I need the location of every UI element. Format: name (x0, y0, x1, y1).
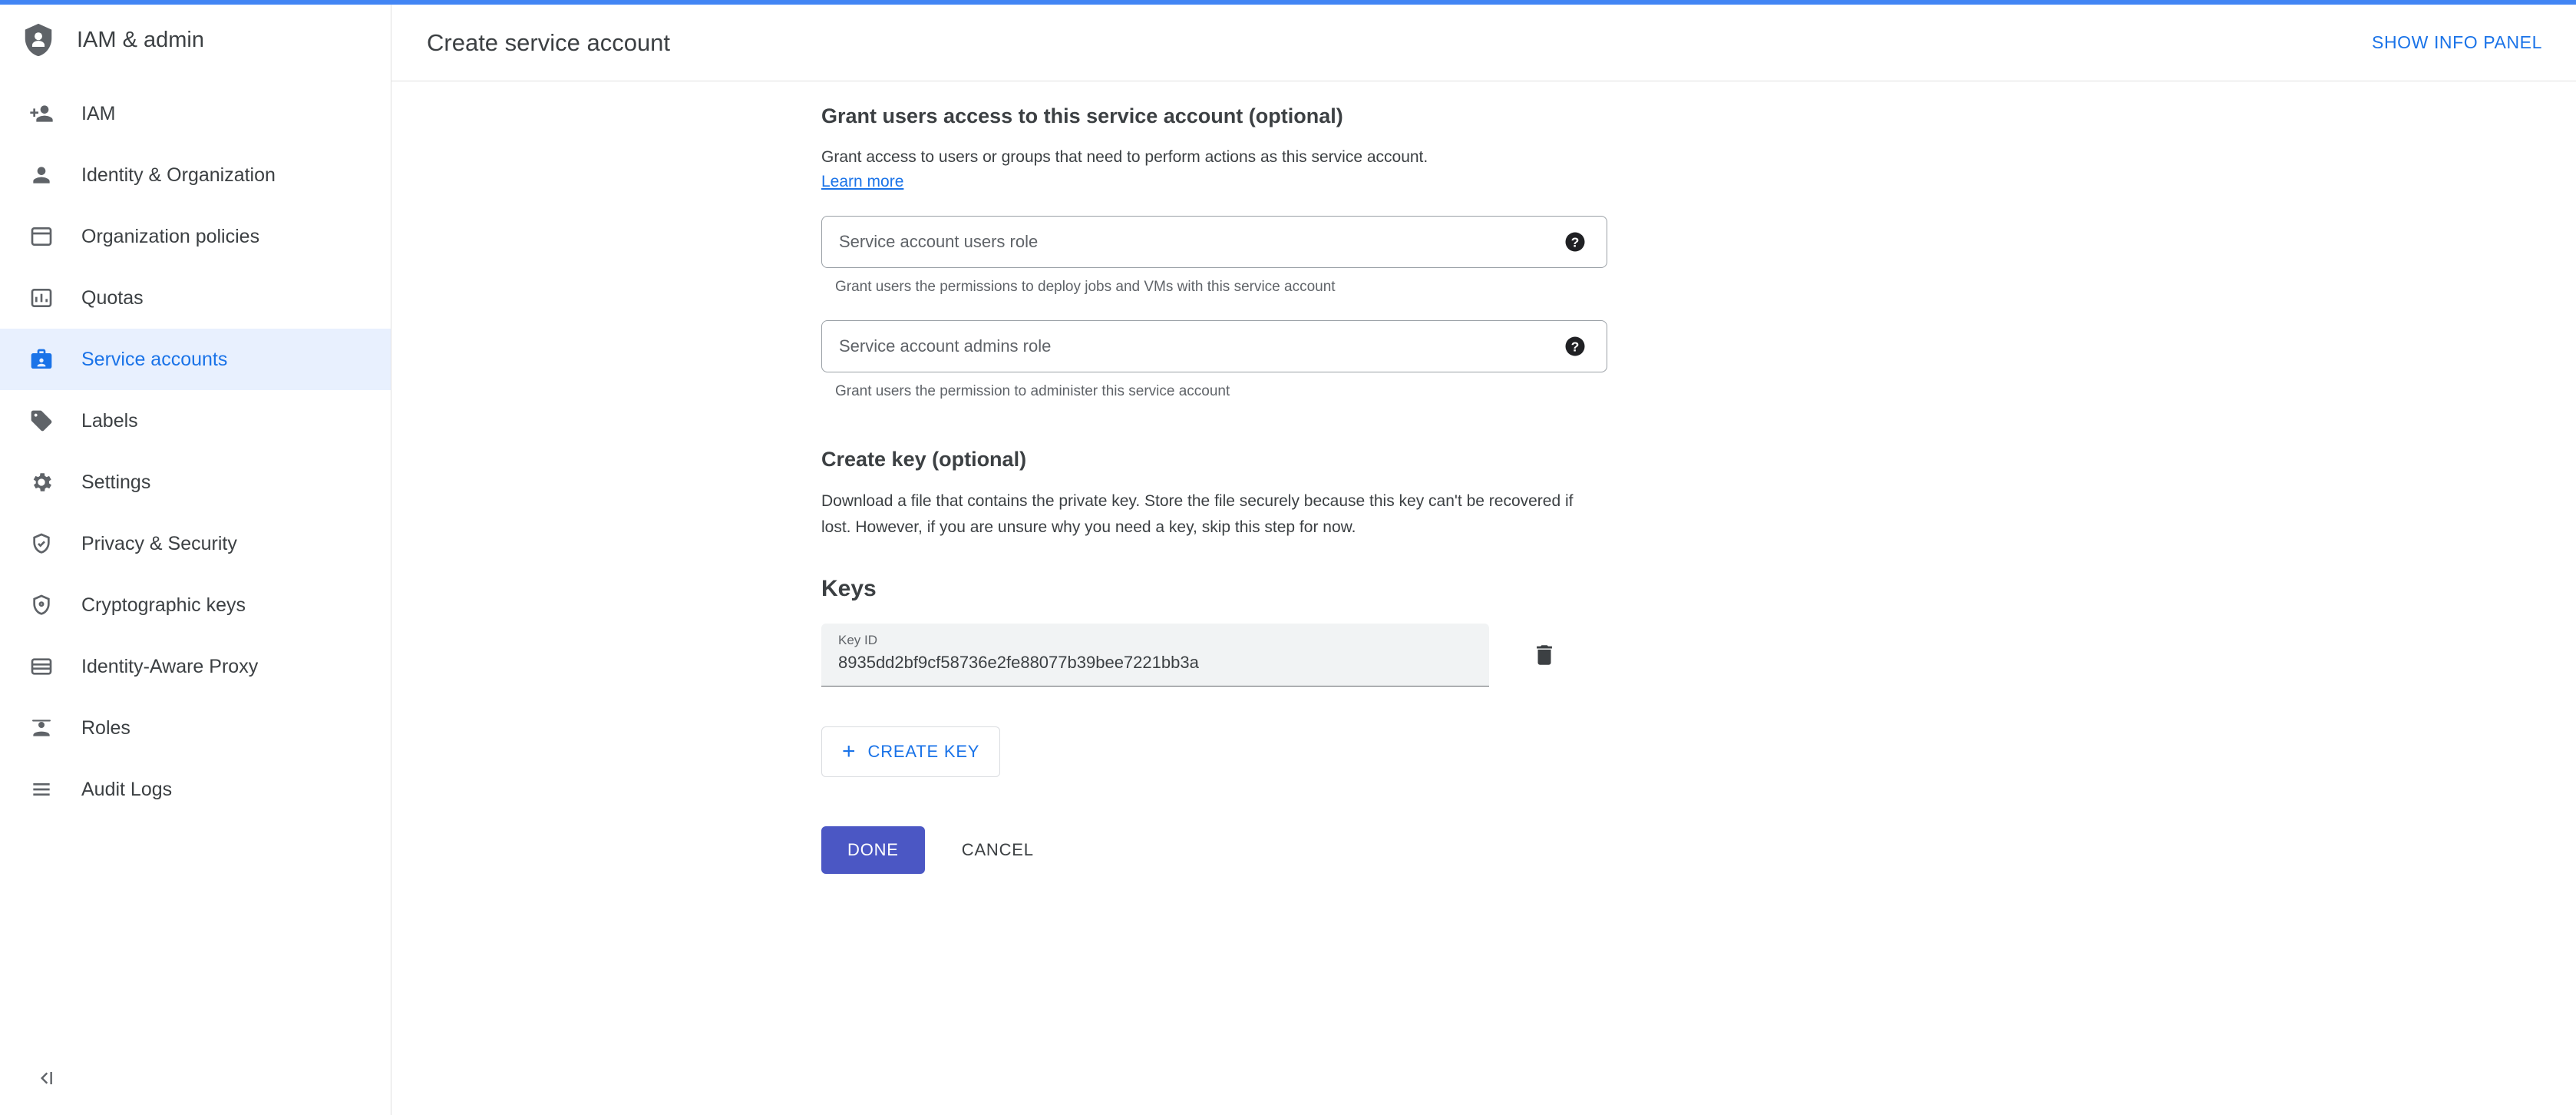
sidebar-item-label: Quotas (81, 286, 144, 309)
person-add-icon (28, 100, 55, 127)
svg-text:?: ? (1570, 338, 1580, 354)
show-info-panel-button[interactable]: SHOW INFO PANEL (2372, 32, 2542, 52)
form-actions (821, 826, 1666, 874)
sidebar-item-label: Service accounts (81, 348, 228, 370)
service-account-admins-role-field (821, 320, 1666, 400)
plus-icon: + (842, 738, 856, 764)
learn-more-link[interactable]: Learn more (821, 172, 904, 190)
policy-card-icon (28, 223, 55, 250)
sidebar-item-identity-organization[interactable] (0, 144, 391, 206)
service-account-admins-role-select[interactable] (821, 320, 1607, 372)
gear-icon (28, 468, 55, 496)
collapse-panel-icon[interactable] (31, 1063, 61, 1093)
help-circle-icon[interactable] (1564, 230, 1587, 253)
sidebar-item-label: Organization policies (81, 225, 260, 247)
key-id-value: 8935dd2bf9cf58736e2fe88077b39bee7221bb3a (838, 652, 1199, 672)
done-button[interactable]: DONE (821, 826, 925, 874)
sidebar-item-identity-aware-proxy[interactable] (0, 636, 391, 697)
sidebar-item-label: Labels (81, 409, 138, 432)
svg-text:?: ? (1570, 233, 1580, 250)
main-content (391, 5, 2576, 1115)
sidebar-item-iam[interactable] (0, 83, 391, 144)
keys-subsection-title: Keys (821, 575, 877, 601)
proxy-icon (28, 653, 55, 680)
service-account-users-role-placeholder: Service account users role (839, 231, 1039, 251)
key-id-field[interactable] (821, 624, 1489, 687)
create-key-section (821, 448, 1666, 777)
create-key-section-description: Download a file that contains the private key. Store the file securely because this key can't be recovered if lost. However, if you are unsure why you need a key, skip this step for now. (821, 491, 1574, 536)
create-key-button[interactable] (821, 726, 1000, 777)
sidebar-item-label: IAM (81, 102, 116, 124)
sidebar-item-labels[interactable] (0, 390, 391, 452)
grant-section-title: Grant users access to this service account (optional) (821, 104, 1343, 127)
sidebar-item-cryptographic-keys[interactable] (0, 574, 391, 636)
sidebar-item-label: Identity-Aware Proxy (81, 655, 259, 677)
key-id-label: Key ID (838, 632, 878, 647)
service-account-users-role-select[interactable] (821, 216, 1607, 268)
sidebar-brand-title: IAM & admin (77, 27, 204, 52)
sidebar (0, 5, 391, 1115)
list-icon (28, 776, 55, 803)
person-circle-icon (28, 161, 55, 189)
sidebar-item-audit-logs[interactable] (0, 759, 391, 820)
shield-key-icon (28, 591, 55, 619)
sidebar-item-roles[interactable] (0, 697, 391, 759)
form-body (821, 104, 1666, 874)
service-account-users-role-hint: Grant users the permissions to deploy jobs and VMs with this service account (835, 278, 1336, 295)
sidebar-item-organization-policies[interactable] (0, 206, 391, 267)
service-account-users-role-field (821, 216, 1666, 296)
page-title: Create service account (427, 28, 671, 56)
key-list-item (821, 624, 1666, 687)
sidebar-item-label: Settings (81, 471, 151, 493)
sidebar-item-label: Roles (81, 716, 130, 739)
main-header (391, 5, 2576, 81)
grant-section-description: Grant access to users or groups that need to perform actions as this service account. (821, 148, 1428, 166)
shield-check-icon (28, 530, 55, 558)
service-account-admins-role-placeholder: Service account admins role (839, 336, 1052, 356)
cancel-button[interactable]: CANCEL (948, 826, 1048, 874)
shield-person-icon (20, 22, 57, 58)
help-circle-icon[interactable] (1564, 335, 1587, 358)
create-key-section-title: Create key (optional) (821, 447, 1027, 471)
sidebar-brand (0, 5, 391, 75)
app-root (0, 5, 2576, 1115)
trash-icon[interactable] (1527, 638, 1561, 672)
sidebar-item-label: Identity & Organization (81, 164, 276, 186)
tag-icon (28, 407, 55, 435)
sidebar-item-settings[interactable] (0, 452, 391, 513)
service-account-admins-role-hint: Grant users the permission to administer this service account (835, 382, 1230, 399)
sidebar-item-label: Cryptographic keys (81, 594, 246, 616)
roles-icon (28, 714, 55, 742)
sidebar-item-label: Privacy & Security (81, 532, 237, 554)
sidebar-item-service-accounts[interactable] (0, 329, 391, 390)
sidebar-item-quotas[interactable] (0, 267, 391, 329)
chart-icon (28, 284, 55, 312)
sidebar-item-privacy-security[interactable] (0, 513, 391, 574)
sidebar-nav (0, 83, 391, 820)
sidebar-item-label: Audit Logs (81, 778, 173, 800)
badge-id-icon (28, 346, 55, 373)
create-key-button-label: CREATE KEY (867, 741, 980, 761)
